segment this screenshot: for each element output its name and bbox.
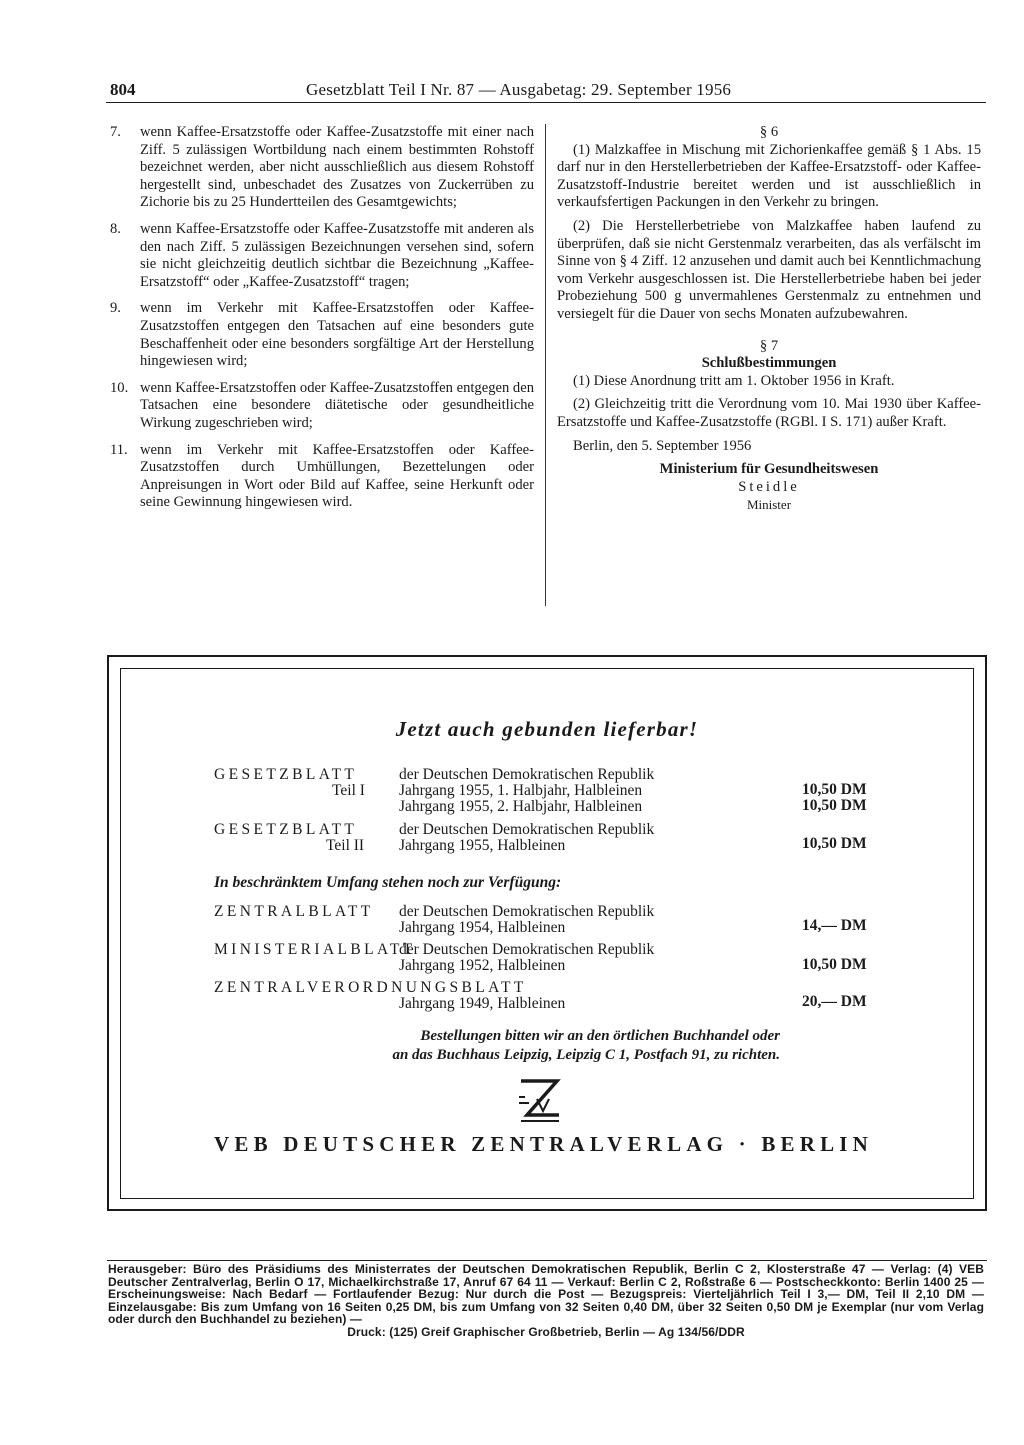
advert-title: Jetzt auch gebunden lieferbar! xyxy=(395,717,699,741)
list-item xyxy=(110,221,534,291)
imprint-text: Herausgeber: Büro des Präsidiums des Ministerrates der Deutschen Demokratischen Republik, Berlin C 2, Klosterstraße 47 — Verlag: (4) VEB Deutscher Zentralverlag, Berlin O 17, Michaelkirchstraße 17, Anruf 67 64 11 — Verkauf: Berlin C 2, Roßstraße 6 — Postscheckkonto: Berlin 1400 25 — Erscheinungsweise: Nach Bedarf — Fortlaufender Bezug: Nur durch die Post — Bezugspreis: Vierteljährlich Teil I 3,— DM, Teil II 2,10 DM — Einzelausgabe: Bis zum Umfang von 16 Seiten 0,25 DM, bis zum Umfang von 32 Seiten 0,40 DM, über 32 Seiten 0,50 DM je Exemplar (nur vom Verlag oder durch den Buchhandel zu beziehen) — xyxy=(108,1262,984,1327)
item-text: wenn im Verkehr mit Kaffee-Ersatzstoffen oder Kaffee-Zusatzstoffen entgegen den Tatsachen auf eine besonders gute Beschaffenheit oder eine besonders sorgfältige Art der Herstellung hingewiesen wird; xyxy=(140,300,534,370)
gb1-price-2: 10,50 DM xyxy=(802,797,867,814)
section-7-paragraph-1: (1) Diese Anordnung tritt am 1. Oktober 1956 in Kraft. xyxy=(573,372,895,389)
section-6-heading: § 6 xyxy=(759,124,779,140)
list-item xyxy=(110,442,534,512)
gb2-name: GESETZBLATT xyxy=(214,821,358,838)
order-note-line-2: an das Buchhaus Leipzig, Leipzig C 1, Postfach 91, zu richten. xyxy=(392,1047,780,1063)
zb-volume: Jahrgang 1954, Halbleinen xyxy=(399,919,566,936)
left-column xyxy=(110,124,534,521)
list-item xyxy=(110,300,534,370)
gb1-price-1: 10,50 DM xyxy=(802,781,867,798)
item-number: 10. xyxy=(110,379,129,396)
header-rule xyxy=(106,102,986,103)
gb1-volume-1: Jahrgang 1955, 1. Halbjahr, Halbleinen xyxy=(399,782,643,799)
zb-price: 14,— DM xyxy=(802,917,867,934)
zb-description: der Deutschen Demokratischen Republik xyxy=(399,903,655,920)
zb-name: ZENTRALBLATT xyxy=(214,903,374,920)
section-6-paragraph-2: (2) Die Herstellerbetriebe von Malzkaffee haben laufend zu überprüfen, daß sie nicht Gerstenmalz verarbeiten, das als verfälscht im Sinne von § 4 Ziff. 12 anzusehen und damit auch bei Kenntlichmachung vom Verkehr ausgeschlossen ist. Die Herstellerbetriebe haben bei jeder Probeziehung 500 g unvermahlenes Gerstenmalz zu entnehmen und versiegelt für die Dauer von sechs Monaten aufzubewahren. xyxy=(557,217,981,322)
item-text: wenn Kaffee-Ersatzstoffe oder Kaffee-Zusatzstoffe mit anderen als den nach Ziff. 5 zulässigen Bezeichnungen versehen sind, sofern sie nicht gleichzeitig deutlich sichtbar die Bezeichnung „Kaffee-Ersatzstoff“ oder „Kaffee-Zusatzstoff“ tragen; xyxy=(140,220,534,290)
signer-name: Steidle xyxy=(738,478,800,495)
section-6-paragraph-1: (1) Malzkaffee in Mischung mit Zichorienkaffee gemäß § 1 Abs. 15 darf nur in den Herstellerbetrieben der Kaffee-Ersatzstoff- oder Kaffee-Zusatzstoff-Industrie bereitet werden und ist ausschließlich in verkaufsfertigen Packungen in den Verkehr zu bringen. xyxy=(557,141,981,211)
section-7-heading: § 7 xyxy=(759,337,779,354)
item-text: wenn Kaffee-Ersatzstoffe oder Kaffee-Zusatzstoffe mit einer nach Ziff. 5 zulässigen Wortbildung nach einem bestimmten Rohstoff bezeichnet werden, aber nicht ausschließlich aus diesem Rohstoff hergestellt sind, unbeschadet des Zusatzes von Zuckerrüben zu Zichorie bis zu 25 Hundertteilen des Gesamtgewichts; xyxy=(140,124,534,211)
print-line: Druck: (125) Greif Graphischer Großbetrieb, Berlin — Ag 134/56/DDR xyxy=(347,1324,745,1339)
list-item xyxy=(110,124,534,212)
list-item xyxy=(110,380,534,433)
mb-name: MINISTERIALBLATT xyxy=(214,941,416,958)
item-number: 9. xyxy=(110,300,121,317)
gb2-description: der Deutschen Demokratischen Republik xyxy=(399,821,655,838)
item-number: 11. xyxy=(110,441,128,458)
order-note-line-1: Bestellungen bitten wir an den örtlichen Buchhandel oder xyxy=(420,1028,780,1044)
gb1-name: GESETZBLATT xyxy=(214,766,358,783)
ministry-name: Ministerium für Gesundheitswesen xyxy=(659,461,879,478)
section-7-paragraph-2: (2) Gleichzeitig tritt die Verordnung vom 10. Mai 1930 über Kaffee-Ersatzstoffe und Kaffee-Zusatzstoffe (RGBl. I S. 171) außer Kraft. xyxy=(557,396,981,430)
publisher-name: VEB DEUTSCHER ZENTRALVERLAG · BERLIN xyxy=(214,1132,874,1156)
page-number: 804 xyxy=(110,80,136,99)
mb-price: 10,50 DM xyxy=(802,956,867,973)
item-text: wenn im Verkehr mit Kaffee-Ersatzstoffen oder Kaffee-Zusatzstoffen durch Umhüllungen, Bezettelungen oder Anpreisungen in Wort oder Bild auf Kaffee, seine Herkunft oder seine Gewinnung hingewiesen wird. xyxy=(140,441,534,511)
publisher-logo-icon xyxy=(515,1075,563,1125)
order-note xyxy=(300,1027,780,1065)
zv-name: ZENTRALVERORDNUNGSBLATT xyxy=(214,979,527,996)
item-number: 8. xyxy=(110,220,121,237)
right-column xyxy=(557,124,981,514)
signature-date: Berlin, den 5. September 1956 xyxy=(573,437,752,454)
gb2-price: 10,50 DM xyxy=(802,835,867,852)
gb1-volume-2: Jahrgang 1955, 2. Halbjahr, Halbleinen xyxy=(399,798,643,815)
zv-volume: Jahrgang 1949, Halbleinen xyxy=(399,995,566,1012)
footer-rule xyxy=(107,1260,987,1261)
limited-availability-note: In beschränktem Umfang stehen noch zur Verfügung: xyxy=(214,874,562,891)
gb1-description: der Deutschen Demokratischen Republik xyxy=(399,766,655,783)
column-divider xyxy=(545,124,546,606)
gb2-volume: Jahrgang 1955, Halbleinen xyxy=(399,837,566,854)
zv-price: 20,— DM xyxy=(802,993,867,1010)
section-7-title: Schlußbestimmungen xyxy=(701,355,837,372)
imprint xyxy=(108,1263,984,1339)
mb-description: der Deutschen Demokratischen Republik xyxy=(399,941,655,958)
gb2-part: Teil II xyxy=(326,837,365,854)
item-number: 7. xyxy=(110,124,121,140)
page-header xyxy=(106,78,986,106)
item-text: wenn Kaffee-Ersatzstoffen oder Kaffee-Zusatzstoffen entgegen den Tatsachen eine besondere diätetische oder gesundheitliche Wirkung zugeschrieben wird; xyxy=(140,379,534,431)
gb1-part: Teil I xyxy=(332,782,365,799)
mb-volume: Jahrgang 1952, Halbleinen xyxy=(399,957,566,974)
signer-role: Minister xyxy=(746,497,792,513)
header-title: Gesetzblatt Teil I Nr. 87 — Ausgabetag: 29. September 1956 xyxy=(306,80,732,99)
